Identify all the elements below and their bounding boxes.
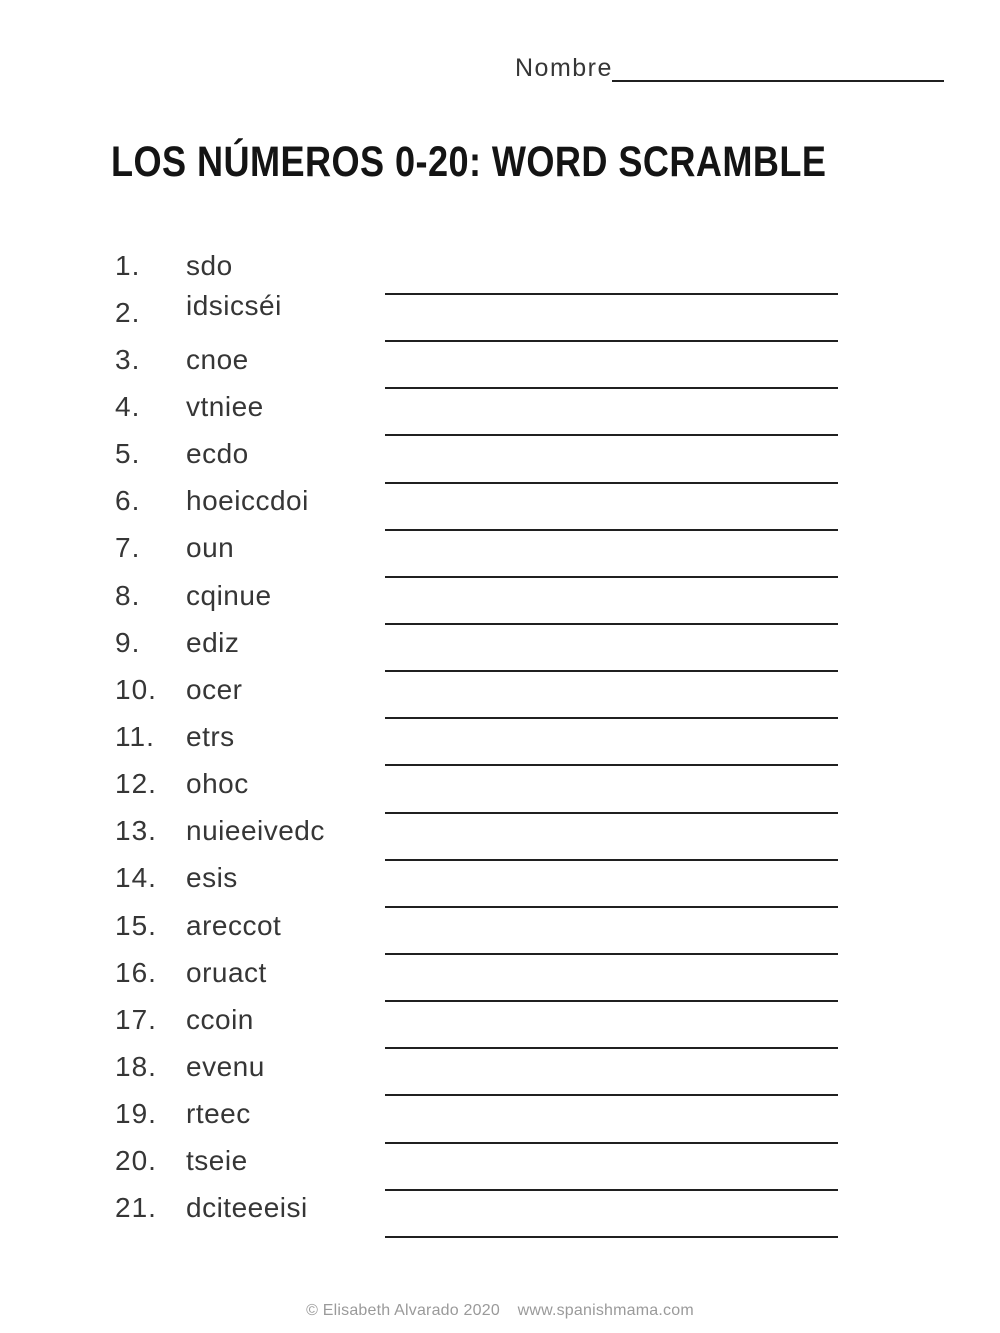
item-number: 17. [115, 1003, 157, 1035]
scramble-list [0, 242, 1000, 1232]
item-number: 19. [115, 1098, 157, 1130]
item-number: 15. [115, 909, 157, 941]
name-label: Nombre [515, 54, 613, 82]
scrambled-word: oun [186, 532, 235, 564]
item-number: 11. [115, 720, 155, 752]
name-fill-line[interactable] [612, 80, 944, 82]
item-number: 14. [115, 862, 157, 894]
footer [0, 1302, 1000, 1320]
list-item [0, 1043, 1000, 1090]
page-title: LOS NÚMEROS 0-20: WORD SCRAMBLE [111, 138, 827, 186]
item-number: 18. [115, 1050, 157, 1082]
item-number: 10. [115, 673, 157, 705]
list-item [0, 383, 1000, 430]
item-number: 3. [115, 343, 141, 375]
item-number: 5. [115, 438, 141, 470]
item-number: 16. [115, 956, 157, 988]
list-item [0, 902, 1000, 949]
scrambled-word: sdo [186, 249, 233, 281]
scrambled-word: ecdo [186, 438, 249, 470]
scrambled-word: cqinue [186, 579, 272, 611]
list-item [0, 949, 1000, 996]
list-item [0, 619, 1000, 666]
scrambled-word: ediz [186, 626, 240, 658]
item-number: 8. [115, 579, 141, 611]
scrambled-word: dciteeeisi [186, 1192, 308, 1224]
scrambled-word: oruact [186, 956, 267, 988]
item-number: 7. [115, 532, 141, 564]
scrambled-word: rteec [186, 1098, 251, 1130]
list-item [0, 855, 1000, 902]
scrambled-word: ohoc [186, 768, 249, 800]
item-number: 20. [115, 1145, 157, 1177]
list-item [0, 525, 1000, 572]
scrambled-word: cnoe [186, 343, 249, 375]
scrambled-word: vtniee [186, 390, 264, 422]
scrambled-word: idsicséi [186, 289, 282, 321]
list-item [0, 1091, 1000, 1138]
scrambled-word: ccoin [186, 1003, 254, 1035]
list-item [0, 242, 1000, 289]
item-number: 2. [115, 296, 141, 328]
scrambled-word: tseie [186, 1145, 248, 1177]
item-number: 13. [115, 815, 157, 847]
item-number: 12. [115, 768, 157, 800]
scrambled-word: nuieeivedc [186, 815, 325, 847]
list-item [0, 713, 1000, 760]
list-item [0, 996, 1000, 1043]
list-item [0, 761, 1000, 808]
list-item [0, 808, 1000, 855]
scrambled-word: ocer [186, 673, 243, 705]
answer-line[interactable] [385, 1236, 838, 1238]
item-number: 9. [115, 626, 141, 658]
list-item [0, 289, 1000, 336]
list-item [0, 431, 1000, 478]
list-item [0, 1138, 1000, 1185]
scrambled-word: areccot [186, 909, 282, 941]
item-number: 1. [115, 249, 141, 281]
list-item [0, 666, 1000, 713]
item-number: 4. [115, 390, 141, 422]
list-item [0, 572, 1000, 619]
copyright-text: © Elisabeth Alvarado 2020 [306, 1302, 500, 1319]
list-item [0, 336, 1000, 383]
scrambled-word: esis [186, 862, 238, 894]
list-item [0, 478, 1000, 525]
item-number: 6. [115, 485, 141, 517]
scrambled-word: evenu [186, 1050, 265, 1082]
footer-website: www.spanishmama.com [517, 1302, 694, 1319]
item-number: 21. [115, 1192, 157, 1224]
list-item [0, 1185, 1000, 1232]
scrambled-word: hoeiccdoi [186, 485, 309, 517]
scrambled-word: etrs [186, 720, 235, 752]
